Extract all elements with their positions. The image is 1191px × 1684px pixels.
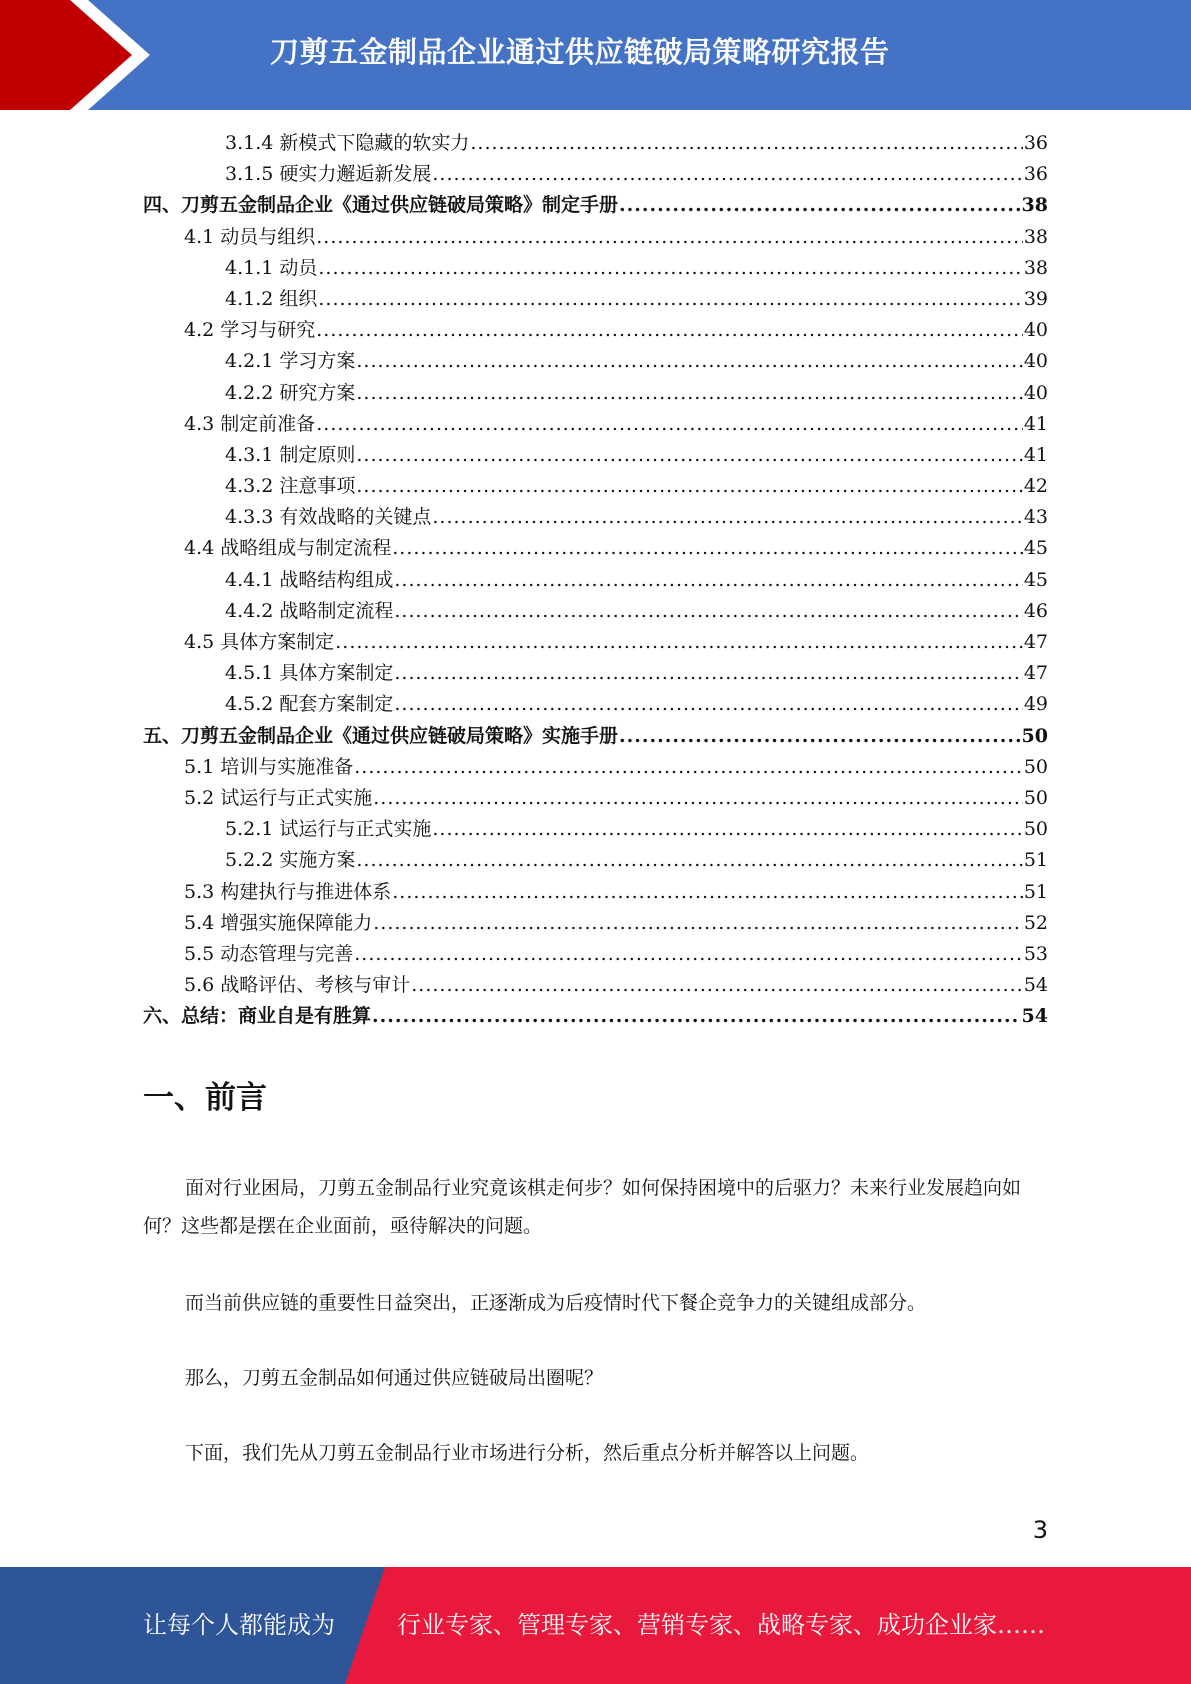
toc-entry[interactable] [143, 1001, 1048, 1032]
toc-dot-leader [392, 881, 1023, 903]
toc-entry-page: 49 [1023, 693, 1048, 716]
toc-dot-leader [354, 943, 1023, 965]
toc-entry-label: 4.3.2 注意事项 [225, 475, 356, 498]
footer-slogan-left: 让每个人都能成为 [143, 1611, 335, 1639]
toc-dot-leader [394, 662, 1022, 684]
toc-dot-leader [432, 163, 1022, 185]
toc-dot-leader [432, 818, 1022, 840]
toc-entry-label: 5.5 动态管理与完善 [184, 942, 354, 965]
report-title: 刀剪五金制品企业通过供应链破局策略研究报告 [270, 35, 890, 69]
toc-entry-page: 50 [1023, 786, 1048, 809]
toc-entry-page: 50 [1021, 724, 1048, 747]
toc-entry[interactable] [143, 689, 1048, 720]
toc-entry[interactable] [143, 409, 1048, 440]
toc-entry-label: 4.1 动员与组织 [184, 225, 316, 248]
toc-entry-label: 4.4 战略组成与制定流程 [184, 537, 392, 560]
toc-entry[interactable] [143, 378, 1048, 409]
table-of-contents [143, 128, 1048, 1032]
toc-dot-leader [392, 537, 1023, 559]
toc-dot-leader [619, 194, 1021, 216]
toc-entry-page: 40 [1023, 350, 1048, 373]
toc-dot-leader [470, 132, 1022, 154]
section-heading: 一、前言 [143, 1080, 267, 1116]
toc-entry[interactable] [143, 565, 1048, 596]
toc-entry[interactable] [143, 471, 1048, 502]
toc-entry-page: 46 [1023, 599, 1048, 622]
toc-dot-leader [356, 849, 1022, 871]
toc-dot-leader [373, 912, 1023, 934]
toc-entry-label: 4.3.3 有效战略的关键点 [225, 506, 432, 529]
toc-entry-label: 5.2 试运行与正式实施 [184, 786, 373, 809]
toc-entry[interactable] [143, 627, 1048, 658]
toc-entry-page: 36 [1023, 132, 1048, 154]
page-number: 3 [1032, 1516, 1048, 1544]
toc-dot-leader [316, 226, 1023, 248]
toc-entry[interactable] [143, 658, 1048, 689]
toc-dot-leader [432, 506, 1022, 528]
toc-entry-label: 4.3.1 制定原则 [225, 443, 356, 466]
toc-entry-page: 51 [1023, 849, 1048, 872]
toc-entry[interactable] [143, 814, 1048, 845]
toc-entry-page: 50 [1023, 755, 1048, 778]
toc-dot-leader [619, 725, 1021, 747]
toc-entry[interactable] [143, 970, 1048, 1001]
toc-dot-leader [335, 631, 1023, 653]
toc-dot-leader [411, 974, 1023, 996]
toc-entry-page: 51 [1023, 880, 1048, 903]
toc-entry[interactable] [143, 877, 1048, 908]
toc-entry-page: 50 [1023, 818, 1048, 841]
toc-entry-label: 4.2 学习与研究 [184, 319, 316, 342]
toc-entry-page: 39 [1023, 287, 1048, 310]
toc-dot-leader [356, 475, 1022, 497]
toc-entry-page: 36 [1023, 163, 1048, 186]
toc-entry-label: 5.2.1 试运行与正式实施 [225, 818, 432, 841]
toc-entry-label: 4.3 制定前准备 [184, 412, 316, 435]
toc-entry-label: 4.1.1 动员 [225, 256, 318, 279]
toc-entry-label: 五、刀剪五金制品企业《通过供应链破局策略》实施手册 [143, 724, 619, 747]
toc-entry-label: 5.4 增强实施保障能力 [184, 911, 373, 934]
toc-entry-page: 47 [1023, 662, 1048, 685]
toc-entry[interactable] [143, 533, 1048, 564]
toc-entry[interactable] [143, 253, 1048, 284]
toc-entry-page: 38 [1023, 256, 1048, 279]
intro-paragraph: 面对行业困局，刀剪五金制品行业究竟该棋走何步？如何保持困境中的后驱力？未来行业发展趋向如何？这些都是摆在企业面前，亟待解决的问题。 [143, 1177, 1022, 1237]
toc-dot-leader [356, 350, 1022, 372]
toc-entry[interactable] [143, 939, 1048, 970]
toc-entry-label: 4.1.2 组织 [225, 287, 318, 310]
toc-entry-page: 45 [1023, 537, 1048, 560]
toc-entry-page: 40 [1023, 319, 1048, 342]
toc-entry-page: 41 [1023, 443, 1048, 466]
toc-entry-label: 5.3 构建执行与推进体系 [184, 880, 392, 903]
toc-entry-page: 42 [1023, 475, 1048, 498]
toc-entry-label: 4.4.1 战略结构组成 [225, 568, 394, 591]
toc-entry-label: 4.5.1 具体方案制定 [225, 662, 394, 685]
toc-entry[interactable] [143, 721, 1048, 752]
toc-entry[interactable] [143, 128, 1048, 159]
toc-entry-page: 47 [1023, 631, 1048, 653]
toc-entry-label: 六、总结：商业自是有胜算 [143, 1005, 372, 1028]
intro-paragraph: 而当前供应链的重要性日益突出，正逐渐成为后疫情时代下餐企竞争力的关键组成部分。 [185, 1292, 927, 1314]
toc-entry[interactable] [143, 752, 1048, 783]
page-header [0, 0, 1191, 110]
toc-entry-page: 40 [1023, 381, 1048, 404]
toc-entry-page: 53 [1023, 942, 1048, 965]
intro-paragraph: 下面，我们先从刀剪五金制品行业市场进行分析，然后重点分析并解答以上问题。 [185, 1442, 870, 1464]
toc-entry[interactable] [143, 315, 1048, 346]
toc-entry-page: 43 [1023, 506, 1048, 529]
toc-entry[interactable] [143, 190, 1048, 221]
toc-entry-label: 4.2.2 研究方案 [225, 381, 356, 404]
toc-entry-page: 54 [1023, 974, 1048, 997]
toc-entry-label: 3.1.5 硬实力邂逅新发展 [225, 163, 432, 186]
toc-entry-label: 5.1 培训与实施准备 [184, 755, 354, 778]
toc-entry-label: 4.5.2 配套方案制定 [225, 693, 394, 716]
toc-entry-page: 41 [1023, 412, 1048, 435]
toc-dot-leader [318, 288, 1022, 310]
toc-entry-label: 4.4.2 战略制定流程 [225, 599, 394, 622]
toc-entry[interactable] [143, 783, 1048, 814]
toc-entry-page: 54 [1021, 1005, 1048, 1028]
toc-entry[interactable] [143, 908, 1048, 939]
toc-dot-leader [372, 1005, 1021, 1027]
toc-dot-leader [356, 444, 1022, 466]
toc-entry[interactable] [143, 440, 1048, 471]
toc-dot-leader [394, 600, 1022, 622]
toc-entry[interactable] [143, 159, 1048, 190]
toc-dot-leader [354, 756, 1023, 778]
toc-entry[interactable] [143, 596, 1048, 627]
toc-entry[interactable] [143, 845, 1048, 876]
footer-slogan-right: 行业专家、管理专家、营销专家、战略专家、成功企业家…… [397, 1611, 1045, 1639]
toc-dot-leader [394, 569, 1022, 591]
intro-paragraph: 那么，刀剪五金制品如何通过供应链破局出圈呢？ [185, 1367, 604, 1389]
toc-entry-label: 4.2.1 学习方案 [225, 350, 356, 373]
toc-entry-label: 5.6 战略评估、考核与审计 [184, 974, 411, 997]
toc-entry-page: 52 [1023, 911, 1048, 934]
toc-entry-label: 3.1.4 新模式下隐藏的软实力 [225, 132, 470, 154]
toc-entry[interactable] [143, 346, 1048, 377]
toc-entry-label: 4.5 具体方案制定 [184, 631, 335, 653]
toc-dot-leader [316, 413, 1023, 435]
toc-dot-leader [394, 693, 1022, 715]
toc-dot-leader [316, 319, 1023, 341]
toc-dot-leader [373, 787, 1023, 809]
toc-entry-page: 38 [1023, 225, 1048, 248]
page-footer [0, 1567, 1191, 1684]
toc-entry[interactable] [143, 502, 1048, 533]
toc-dot-leader [356, 382, 1022, 404]
toc-entry-page: 38 [1021, 194, 1048, 217]
toc-entry[interactable] [143, 284, 1048, 315]
toc-entry-label: 四、刀剪五金制品企业《通过供应链破局策略》制定手册 [143, 194, 619, 217]
toc-entry[interactable] [143, 222, 1048, 253]
toc-entry-page: 45 [1023, 568, 1048, 591]
toc-entry-label: 5.2.2 实施方案 [225, 849, 356, 872]
toc-dot-leader [318, 257, 1022, 279]
